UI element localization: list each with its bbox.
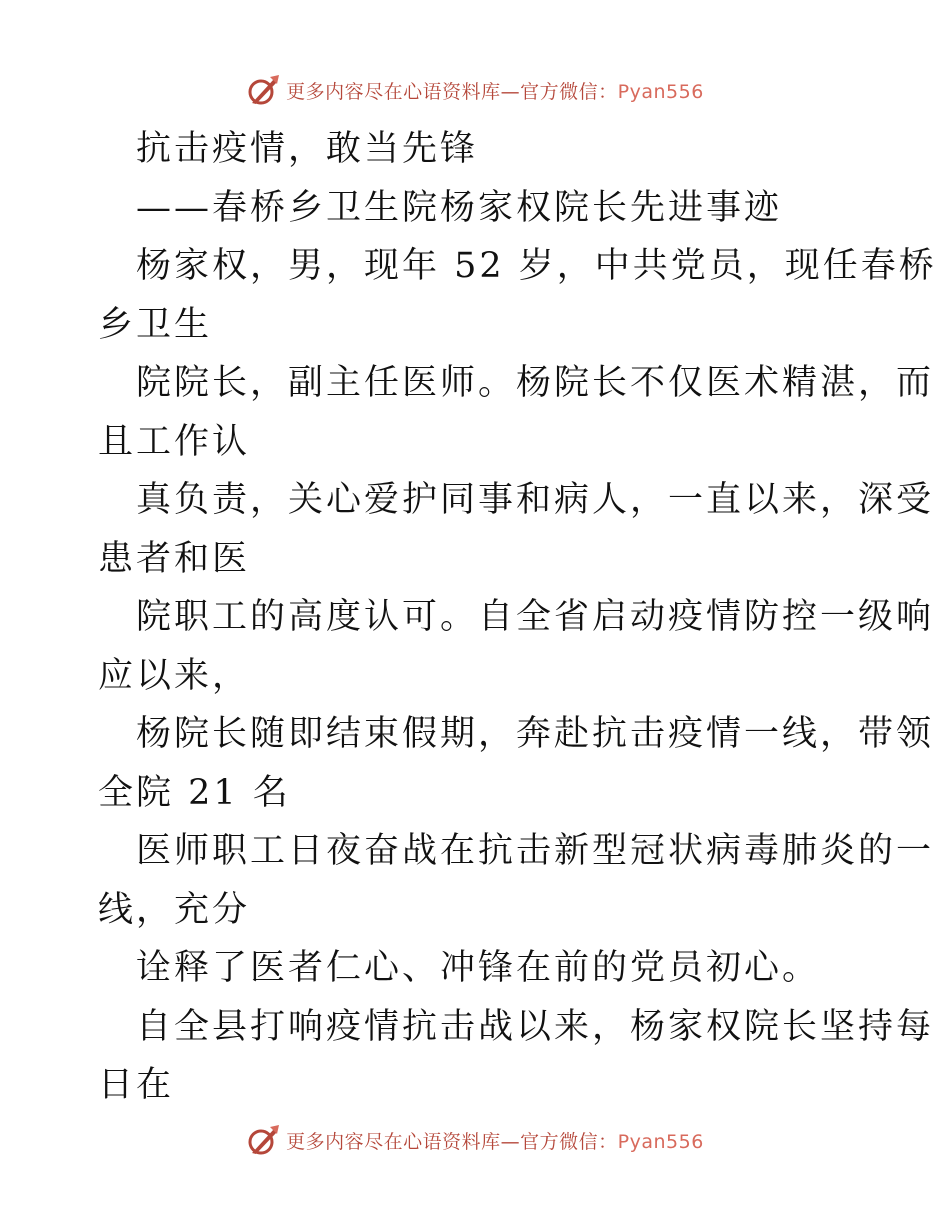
header-banner	[0, 70, 950, 110]
paragraph-line: 医师职工日夜奋战在抗击新型冠状病毒肺炎的一	[136, 831, 935, 871]
paragraph-line: 全院 21 名	[98, 772, 291, 813]
footer-banner	[0, 1120, 950, 1160]
document-subtitle: ——春桥乡卫生院杨家权院长先进事迹	[136, 187, 783, 228]
document-body	[98, 120, 937, 1115]
paragraph-line: 诠释了医者仁心、冲锋在前的党员初心。	[136, 948, 821, 988]
paragraph-line: 且工作认	[98, 421, 251, 462]
paragraph-line: 应以来，	[98, 655, 251, 696]
paragraph-line: 杨家权，男，现年 52 岁，中共党员，现任春桥	[136, 246, 937, 286]
paragraph-line: 线，充分	[98, 889, 251, 930]
paragraph-line: 院院长，副主任医师。杨院长不仅医术精湛，而	[136, 363, 935, 403]
paragraph-line: 乡卫生	[98, 304, 213, 345]
paragraph-line: 杨院长随即结束假期，奔赴抗击疫情一线，带领	[136, 714, 935, 754]
paragraph-line: 院职工的高度认可。自全省启动疫情防控一级响	[136, 597, 935, 637]
paragraph-line: 患者和医	[98, 538, 251, 579]
banner-text: 更多内容尽在心语资料库—官方微信：Pyan556	[286, 1130, 704, 1153]
paragraph-line: 自全县打响疫情抗击战以来，杨家权院长坚持每	[136, 1006, 935, 1047]
quill-pen-logo-icon	[246, 1123, 280, 1157]
quill-pen-logo-icon	[246, 73, 280, 107]
banner-text: 更多内容尽在心语资料库—官方微信：Pyan556	[286, 80, 704, 103]
document-title: 抗击疫情，敢当先锋	[136, 129, 479, 169]
paragraph-line: 真负责，关心爱护同事和病人，一直以来，深受	[136, 480, 935, 520]
paragraph-line: 日在	[98, 1065, 175, 1105]
